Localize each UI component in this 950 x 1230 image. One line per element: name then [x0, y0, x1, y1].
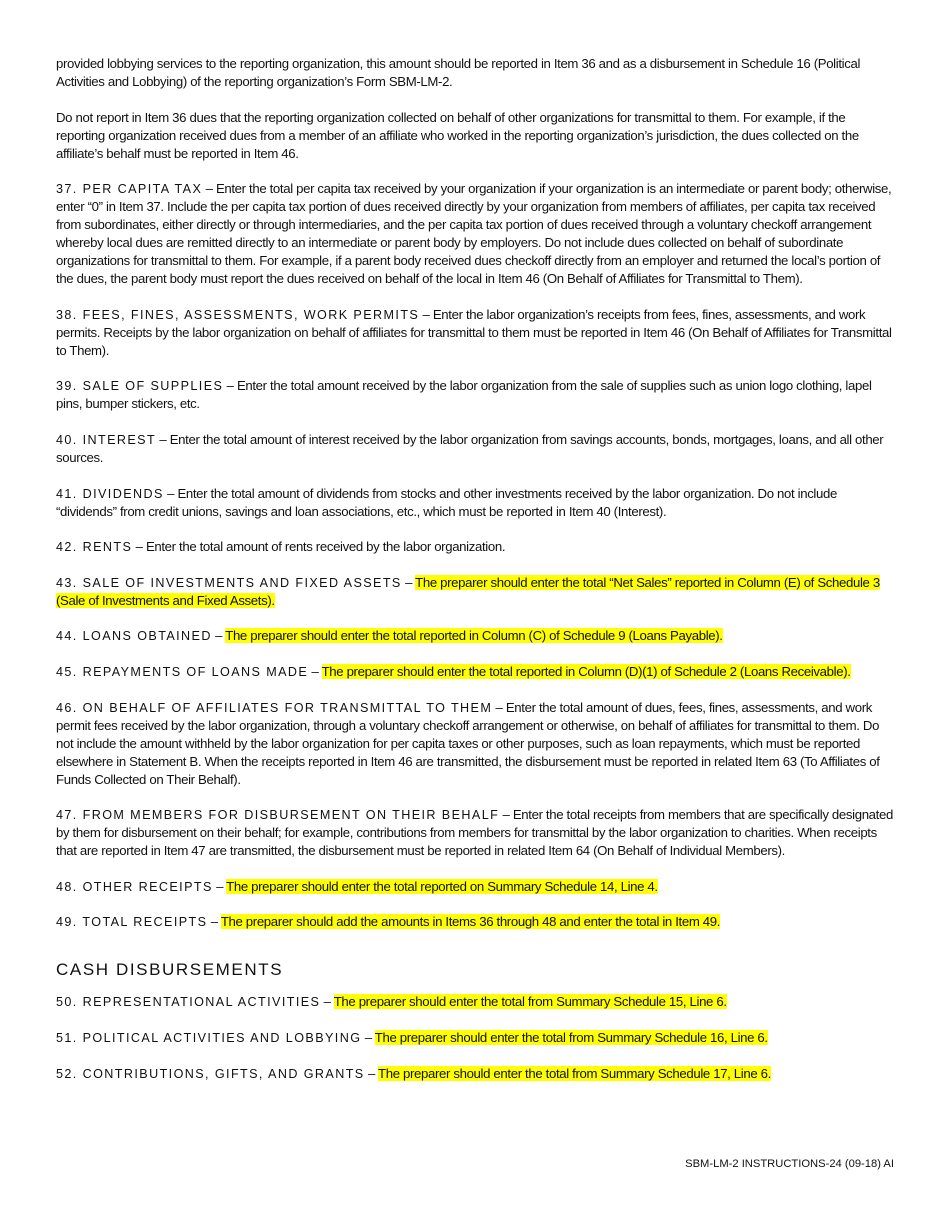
document-body: [56, 55, 896, 1100]
item-heading: 51. POLITICAL ACTIVITIES AND LOBBYING: [56, 1030, 362, 1045]
item-dash: –: [405, 574, 413, 590]
item-dash: –: [495, 699, 503, 715]
item-text: Enter the total amount received by the labor organization from the sale of supplies such as union logo clothing, lapel pins, bumper stickers, etc.: [56, 378, 872, 412]
item-text: Enter the total amount of dues, fees, fines, assessments, and work permit fees received by the labor organization, through a voluntary checkoff arrangement or otherwise, on behalf of affiliates for transmittal to them. Do not include the amount withheld by the labor organization for per capita taxes or other purposes, such as loan repayments, which must be reported elsewhere in Statement B. When the receipts reported in Item 46 are transmitted, the disbursement must be reported in related Item 63 (To Affiliates of Funds Collected on Their Behalf).: [56, 699, 880, 787]
item-heading: 42. RENTS: [56, 540, 133, 555]
item-paragraph: [56, 993, 896, 1011]
intro-paragraph-1: provided lobbying services to the reporting organization, this amount should be reported in Item 36 and as a disbursement in Schedule 16 (Political Activities and Lobbying) of the reporting organization’s Form SBM-LM-2.: [56, 56, 861, 89]
item-heading: 47. FROM MEMBERS FOR DISBURSEMENT ON THEIR BEHALF: [56, 808, 500, 823]
item-heading: 38. FEES, FINES, ASSESSMENTS, WORK PERMITS: [56, 307, 420, 322]
item-heading: 49. TOTAL RECEIPTS: [56, 915, 208, 930]
item-paragraph: [56, 180, 896, 288]
item-dash: –: [159, 431, 167, 447]
item-highlighted-text: The preparer should add the amounts in Items 36 through 48 and enter the total in Item 49.: [220, 914, 721, 930]
item-dash: –: [135, 539, 143, 555]
item-paragraph: [56, 878, 896, 896]
item-paragraph: [56, 1029, 896, 1047]
item-heading: 50. REPRESENTATIONAL ACTIVITIES: [56, 995, 321, 1010]
item-dash: –: [323, 994, 331, 1010]
item-paragraph: [56, 306, 896, 360]
item-paragraph: [56, 627, 896, 645]
section-title-cash-disbursements: CASH DISBURSEMENTS: [56, 960, 284, 980]
item-dash: –: [215, 628, 223, 644]
item-paragraph: [56, 574, 896, 610]
item-paragraph: [56, 538, 896, 556]
disbursement-items: [56, 993, 896, 1082]
item-text: Enter the total per capita tax received by your organization if your organization is an intermediate or parent body; otherwise, enter “0” in Item 37. Include the per capita tax portion of dues received directly by your organization from members of affiliates, per capita tax received from subordinates, either directly or through intermediaries, and the per capita tax portion of dues received through a voluntary checkoff arrangement whereby local dues are remitted directly to an intermediate or parent body by employers. Do not include dues collected on behalf of subordinate organizations for transmittal to them. For example, if a parent body received dues checkoff directly from an employer and returned the local’s portion of the dues, the parent body must report the dues received on behalf of the local in Item 46 (On Behalf of Affiliates for Transmittal to Them).: [56, 181, 892, 287]
item-paragraph: [56, 377, 896, 413]
item-highlighted-text: The preparer should enter the total from Summary Schedule 16, Line 6.: [374, 1029, 768, 1045]
item-highlighted-text: The preparer should enter the total reported on Summary Schedule 14, Line 4.: [226, 878, 658, 894]
item-dash: –: [311, 663, 319, 679]
item-dash: –: [210, 914, 218, 930]
item-heading: 37. PER CAPITA TAX: [56, 182, 203, 197]
item-heading: 40. INTEREST: [56, 432, 157, 447]
item-paragraph: [56, 431, 896, 467]
item-paragraph: [56, 663, 896, 681]
item-highlighted-text: The preparer should enter the total “Net Sales” reported in Column (E) of Schedule 3 (Sale of Investments and Fixed Assets).: [56, 574, 880, 608]
item-dash: –: [422, 306, 430, 322]
item-dash: –: [167, 485, 175, 501]
item-heading: 46. ON BEHALF OF AFFILIATES FOR TRANSMITTAL TO THEM: [56, 700, 493, 715]
item-dash: –: [367, 1065, 375, 1081]
item-paragraph: [56, 699, 896, 789]
item-dash: –: [226, 378, 234, 394]
item-dash: –: [364, 1029, 372, 1045]
item-highlighted-text: The preparer should enter the total reported in Column (C) of Schedule 9 (Loans Payable).: [225, 628, 723, 644]
item-paragraph: [56, 913, 896, 931]
item-dash: –: [205, 181, 213, 197]
item-highlighted-text: The preparer should enter the total from Summary Schedule 17, Line 6.: [378, 1065, 771, 1081]
item-text: Enter the total amount of dividends from stocks and other investments received by the labor organization. Do not include “dividends” from credit unions, savings and loan associations, etc., which must be reported in Item 40 (Interest).: [56, 485, 837, 519]
item-text: Enter the total amount of rents received by the labor organization.: [145, 539, 506, 555]
page-footer: SBM-LM-2 INSTRUCTIONS-24 (09-18) AI: [685, 1158, 894, 1170]
item-heading: 41. DIVIDENDS: [56, 486, 164, 501]
item-heading: 45. REPAYMENTS OF LOANS MADE: [56, 664, 309, 679]
item-highlighted-text: The preparer should enter the total reported in Column (D)(1) of Schedule 2 (Loans Receivable).: [321, 663, 851, 679]
item-text: Enter the labor organization’s receipts from fees, fines, assessments, and work permits. Receipts by the labor organization on behalf of affiliates for transmittal to them must be reported in Item 46 (On Behalf of Affiliates for Transmittal to Them).: [56, 306, 892, 358]
receipts-items: [56, 180, 896, 931]
item-highlighted-text: The preparer should enter the total from Summary Schedule 15, Line 6.: [333, 994, 727, 1010]
item-paragraph: [56, 1065, 896, 1083]
item-heading: 44. LOANS OBTAINED: [56, 629, 212, 644]
item-text: Enter the total amount of interest received by the labor organization from savings accounts, bonds, mortgages, loans, and all other sources.: [56, 431, 884, 465]
intro-paragraph-2: Do not report in Item 36 dues that the reporting organization collected on behalf of other organizations for transmittal to them. For example, if the reporting organization received dues from a member of an affiliate who worked in the reporting organization’s jurisdiction, the dues collected on the affiliate’s behalf must be reported in Item 46.: [56, 109, 859, 161]
item-heading: 43. SALE OF INVESTMENTS AND FIXED ASSETS: [56, 575, 402, 590]
item-dash: –: [502, 807, 510, 823]
item-dash: –: [216, 878, 224, 894]
item-paragraph: [56, 485, 896, 521]
item-heading: 52. CONTRIBUTIONS, GIFTS, AND GRANTS: [56, 1066, 365, 1081]
item-text: Enter the total receipts from members that are specifically designated by them for disbursement on their behalf; for example, contributions from members for transmittal by the labor organization to charities. When receipts that are reported in Item 47 are transmitted, the disbursement must be reported in related Item 64 (On Behalf of Individual Members).: [56, 807, 893, 859]
item-heading: 48. OTHER RECEIPTS: [56, 879, 213, 894]
item-heading: 39. SALE OF SUPPLIES: [56, 379, 224, 394]
item-paragraph: [56, 806, 896, 860]
